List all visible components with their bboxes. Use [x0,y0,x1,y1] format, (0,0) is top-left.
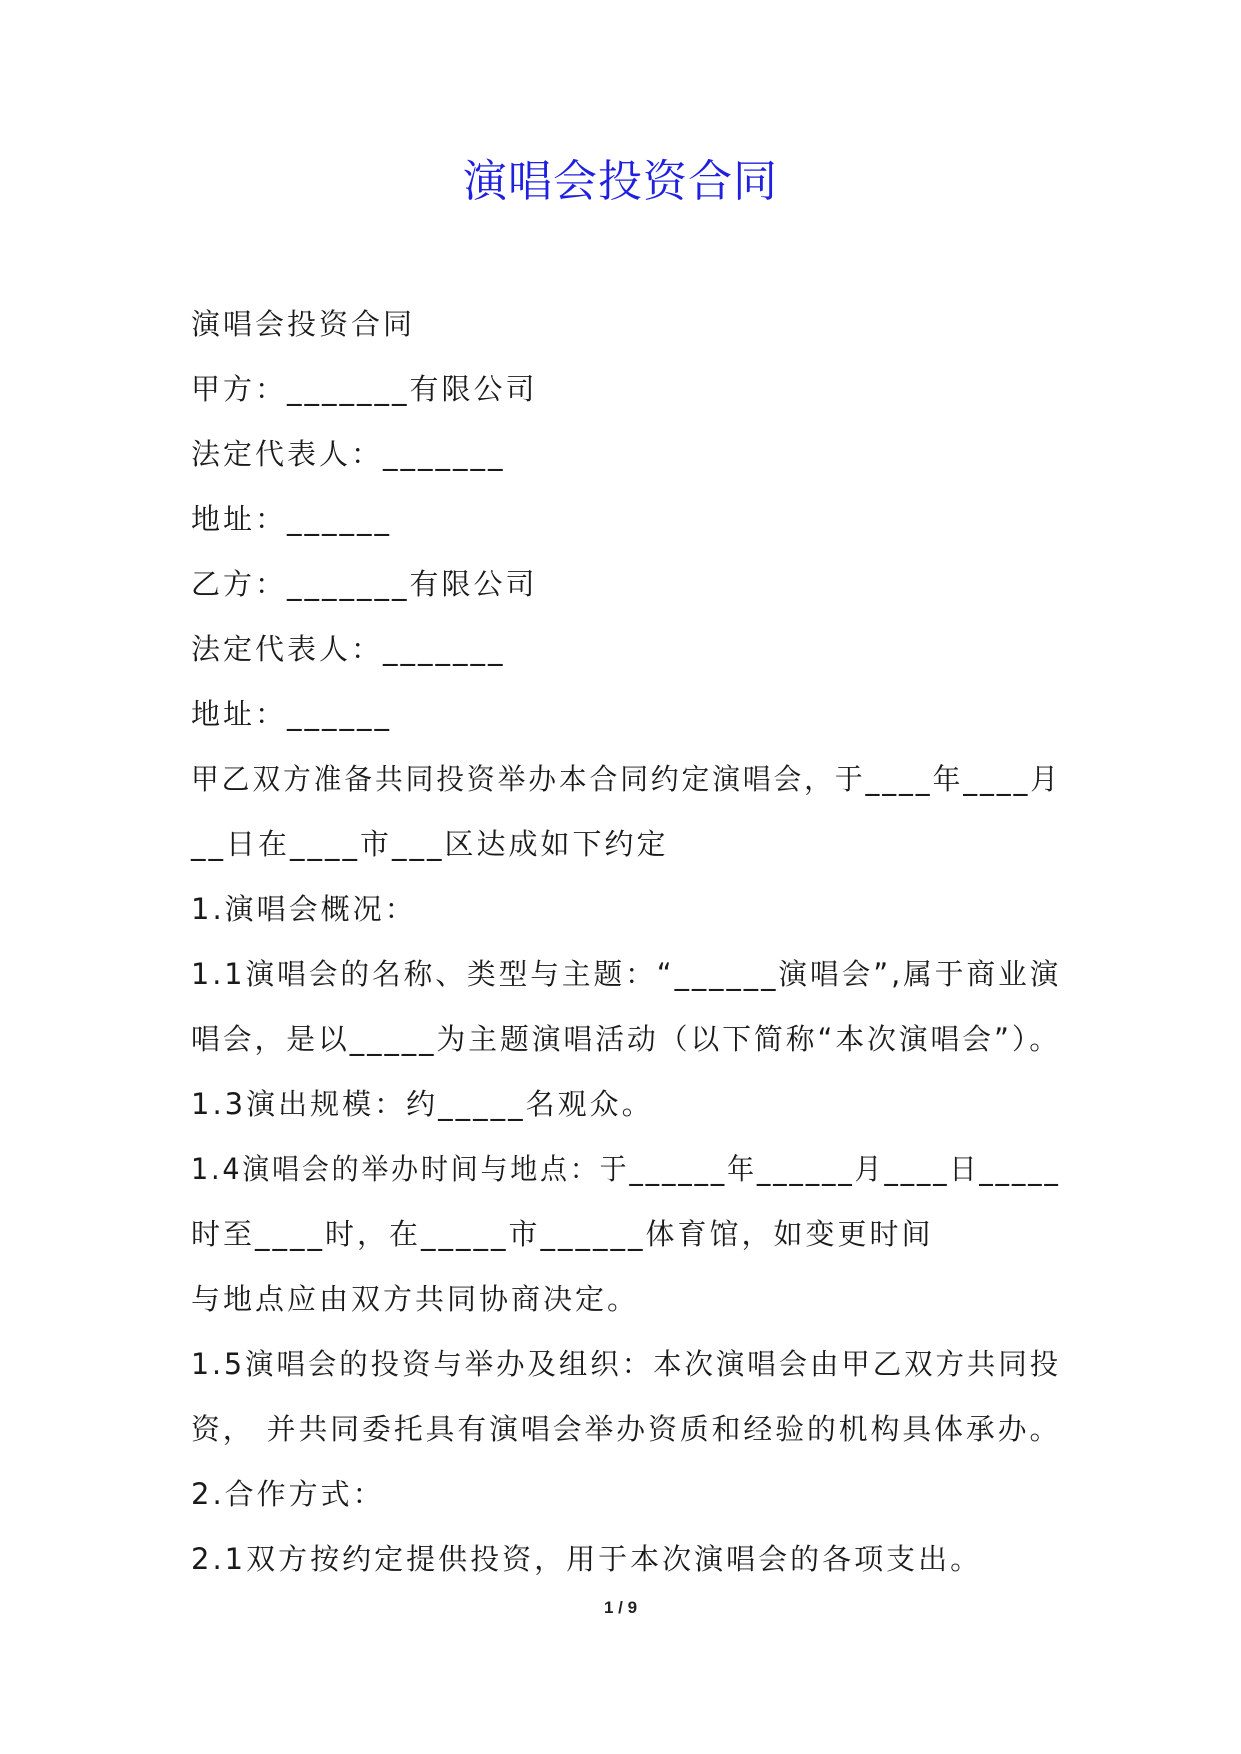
body-line-clause-1-3: 1.3演出规模：约_____名观众。 [191,1087,654,1121]
body-line-section-1: 1.演唱会概况： [191,892,417,926]
body-line-preamble-1: 甲乙双方准备共同投资举办本合同约定演唱会，于____年____月 [191,762,1061,796]
body-line-clause-1-1a: 1.1演唱会的名称、类型与主题：“______演唱会”,属于商业演 [191,957,1062,991]
body-line-party-b-address: 地址：______ [191,697,393,731]
body-line-preamble-2: __日在____市___区达成如下约定 [191,827,669,861]
body-line-heading: 演唱会投资合同 [191,307,416,341]
body-line-clause-1-1b: 唱会，是以_____为主题演唱活动（以下简称“本次演唱会”）。 [191,1022,1062,1056]
body-line-section-2: 2.合作方式： [191,1477,385,1511]
document-body [191,292,1061,1592]
body-line-clause-1-4a: 1.4演唱会的举办时间与地点：于______年______月____日_____ [191,1152,1061,1186]
body-line-clause-1-5a: 1.5演唱会的投资与举办及组织：本次演唱会由甲乙双方共同投 [191,1347,1062,1381]
document-title: 演唱会投资合同 [463,156,778,207]
page-number: 1 / 9 [603,1598,638,1617]
body-line-clause-2-1: 2.1双方按约定提供投资，用于本次演唱会的各项支出。 [191,1542,983,1576]
body-line-party-b: 乙方：_______有限公司 [191,567,538,601]
body-line-party-a: 甲方：_______有限公司 [191,372,538,406]
body-line-clause-1-4c: 与地点应由双方共同协商决定。 [191,1282,640,1316]
body-line-party-b-representative: 法定代表人：_______ [191,632,506,666]
body-line-clause-1-5b: 资， 并共同委托具有演唱会举办资质和经验的机构具体承办。 [191,1412,1062,1446]
body-line-clause-1-4b: 时至____时，在_____市______体育馆，如变更时间 [191,1217,934,1251]
body-line-party-a-address: 地址：______ [191,502,393,536]
body-line-party-a-representative: 法定代表人：_______ [191,437,506,471]
